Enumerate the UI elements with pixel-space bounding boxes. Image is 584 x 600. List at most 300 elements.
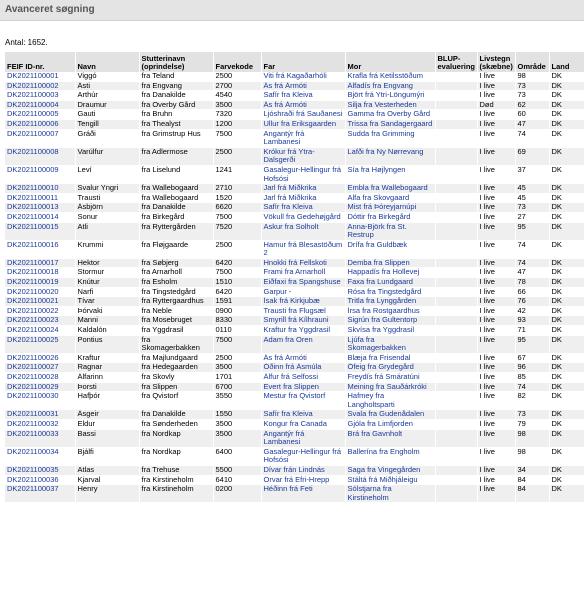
sire-link[interactable]: Safír fra Kleiva [263, 90, 313, 100]
stud-name: fra Overby Gård [141, 100, 196, 109]
country-code: DK [551, 100, 562, 109]
dam-link[interactable]: Sólstjarna fra Kirstineholm [347, 484, 392, 502]
sire-link[interactable]: Gasalegur-Hellingur frá Hofsósi [263, 165, 342, 183]
stud-name: fra Liselund [141, 165, 181, 174]
color-code: 2500 [215, 147, 233, 156]
table-cell-far [261, 485, 345, 503]
horse-id-link[interactable]: DK2021100021 [7, 296, 59, 306]
status-text: I live [479, 419, 495, 428]
horse-id-link[interactable]: DK2021100025 [7, 335, 59, 344]
status-text: I live [479, 193, 495, 202]
table-cell-live [477, 429, 515, 447]
dam-link[interactable]: Drífa fra Guldbæk [347, 240, 408, 249]
table-cell-live [477, 475, 515, 485]
horse-name: Hektor [77, 258, 100, 267]
sire-link[interactable]: Eiðfaxi fra Spangshuse [263, 277, 341, 287]
dam-link[interactable]: Anna-Björk fra St. Restrup [347, 222, 407, 240]
table-cell-stud [139, 306, 213, 316]
table-cell-stud [139, 287, 213, 297]
table-cell-color [213, 353, 261, 363]
table-cell-area [515, 72, 549, 81]
dam-link[interactable]: Álfadís fra Engvang [347, 81, 413, 90]
horse-id-link[interactable]: DK2021100008 [7, 147, 59, 156]
sire-link[interactable]: Ás frá Ármóti [263, 100, 307, 109]
table-cell-far [261, 429, 345, 447]
color-code: 6420 [215, 258, 233, 267]
table-row [5, 193, 584, 203]
table-row [5, 222, 584, 240]
table-cell-live [477, 392, 515, 410]
table-cell-id [5, 410, 75, 420]
sire-link[interactable]: Vökull fra Gedehøjgård [263, 212, 341, 221]
horse-id-link[interactable]: DK2021100036 [7, 475, 59, 484]
sire-link[interactable]: Óðinn frá Ásmúla [263, 362, 322, 372]
sire-link[interactable]: Angantýr frá Lambanesi [263, 129, 305, 147]
area-code: 42 [517, 306, 526, 315]
table-row [5, 81, 584, 91]
table-cell-color [213, 129, 261, 147]
country-code: DK [551, 119, 562, 128]
dam-link[interactable]: Embla fra Wallebogaard [347, 183, 428, 193]
table-cell-color [213, 193, 261, 203]
table-cell-name [75, 316, 139, 326]
table-cell-name [75, 184, 139, 194]
horse-id-link[interactable]: DK2021100002 [7, 81, 59, 90]
color-code: 1200 [215, 119, 233, 128]
table-cell-name [75, 326, 139, 336]
stud-name: fra Birkegård [141, 212, 185, 221]
horse-id-link[interactable]: DK2021100026 [7, 353, 59, 362]
horse-id-link[interactable]: DK2021100014 [7, 212, 59, 221]
dam-link[interactable]: Freydís frá Smáratúni [347, 372, 420, 381]
table-cell-id [5, 184, 75, 194]
dam-link[interactable]: Demba fra Slippen [347, 258, 410, 267]
table-cell-blup [435, 475, 477, 485]
sire-link[interactable]: Héðinn frá Feti [263, 484, 313, 494]
status-text: I live [479, 129, 495, 138]
table-cell-area [515, 419, 549, 429]
horse-id-link[interactable]: DK2021100003 [7, 90, 59, 100]
table-cell-id [5, 193, 75, 203]
table-cell-color [213, 212, 261, 222]
dam-link[interactable]: Trissa fra Sandagergaard [347, 119, 433, 128]
sire-link[interactable]: Safír fra Kleiva [263, 409, 313, 419]
table-cell-mor [345, 447, 435, 465]
country-code: DK [551, 447, 562, 456]
dam-link[interactable]: Sudda fra Grimming [347, 129, 415, 138]
sire-link[interactable]: Kraftur fra Yggdrasil [263, 325, 331, 335]
color-code: 3500 [215, 419, 233, 428]
table-cell-live [477, 72, 515, 81]
table-cell-name [75, 240, 139, 258]
horse-id-link[interactable]: DK2021100019 [7, 277, 59, 287]
table-row [5, 240, 584, 258]
sire-link[interactable]: Askur fra Solholt [263, 222, 319, 231]
sire-link[interactable]: Álfur frá Selfossi [263, 372, 319, 381]
dam-link[interactable]: Krafla frá Ketilsstöðum [347, 72, 423, 80]
dam-link[interactable]: Ballerína fra Engholm [347, 447, 420, 456]
horse-id-link[interactable]: DK2021100024 [7, 325, 59, 335]
horse-id-link[interactable]: DK2021100006 [7, 119, 59, 128]
table-cell-area [515, 373, 549, 383]
horse-id-link[interactable]: DK2021100005 [7, 109, 59, 119]
dam-link[interactable]: Björt frá Ytri-Löngumýri [347, 90, 425, 100]
country-code: DK [551, 202, 562, 212]
table-cell-blup [435, 297, 477, 307]
table-cell-far [261, 326, 345, 336]
table-row [5, 465, 584, 475]
table-cell-live [477, 419, 515, 429]
area-code: 74 [517, 382, 526, 391]
dam-link[interactable]: Lafði fra Ny Nørrevang [347, 147, 424, 156]
table-cell-color [213, 91, 261, 101]
status-text: I live [479, 267, 495, 277]
status-text: I live [479, 475, 495, 484]
sire-link[interactable]: Dívar frán Lindnás [263, 465, 325, 474]
horse-id-link[interactable]: DK2021100028 [7, 372, 59, 381]
horse-name: Ásbjörn [77, 202, 103, 212]
column-header-name[interactable]: Navn [75, 52, 139, 72]
table-cell-land [549, 110, 584, 120]
country-code: DK [551, 277, 562, 287]
horse-id-link[interactable]: DK2021100037 [7, 484, 59, 494]
status-text: I live [479, 147, 495, 156]
color-code: 0900 [215, 306, 233, 315]
table-row [5, 326, 584, 336]
table-cell-color [213, 297, 261, 307]
sire-link[interactable]: Mestur fra Qvistorf [263, 391, 326, 401]
table-cell-land [549, 382, 584, 392]
horse-id-link[interactable]: DK2021100001 [7, 72, 59, 80]
horse-id-link[interactable]: DK2021100023 [7, 315, 59, 325]
table-row [5, 268, 584, 278]
table-cell-stud [139, 475, 213, 485]
country-code: DK [551, 287, 562, 296]
sire-link[interactable]: Jarl frá Miðkrika [263, 183, 317, 193]
table-cell-name [75, 335, 139, 353]
column-header-stud[interactable]: Stutterinavn (oprindelse) [139, 52, 213, 72]
horse-name: Leví [77, 165, 92, 174]
country-code: DK [551, 362, 562, 372]
dam-link[interactable]: Tritla fra Lynggården [347, 296, 417, 306]
horse-id-link[interactable]: DK2021100020 [7, 287, 59, 296]
sire-link[interactable]: Kongur fra Canada [263, 419, 327, 428]
horse-id-link[interactable]: DK2021100017 [7, 258, 59, 267]
table-cell-land [549, 465, 584, 475]
stud-name: fra Danakilde [141, 202, 186, 212]
area-code: 84 [517, 475, 526, 484]
sire-link[interactable]: Trausti fra Flugsæl [263, 306, 326, 315]
horse-name: Bjálfi [77, 447, 94, 456]
column-header-sire[interactable]: Far [261, 52, 345, 72]
table-cell-id [5, 326, 75, 336]
horse-id-link[interactable]: DK2021100018 [7, 267, 59, 277]
table-cell-blup [435, 184, 477, 194]
sire-link[interactable]: Viti frá Kagaðarhóli [263, 72, 327, 80]
stud-name: fra Esholm [141, 277, 178, 287]
table-cell-live [477, 222, 515, 240]
sire-link[interactable]: Örvar frá Efri-Hrepp [263, 475, 330, 484]
column-header-country[interactable]: Land [549, 52, 584, 72]
dam-link[interactable]: Stáltá frá Miðhjáleigu [347, 475, 418, 484]
area-code: 73 [517, 90, 526, 100]
table-cell-area [515, 203, 549, 213]
table-cell-stud [139, 258, 213, 268]
stud-name: fra Neble [141, 306, 172, 315]
horse-id-link[interactable]: DK2021100022 [7, 306, 59, 315]
table-cell-live [477, 268, 515, 278]
sire-link[interactable]: Smyrill frá Kílhrauni [263, 315, 329, 325]
table-cell-mor [345, 335, 435, 353]
horse-name: Ásgeir [77, 409, 99, 419]
table-cell-far [261, 316, 345, 326]
area-code: 78 [517, 277, 526, 287]
table-cell-name [75, 193, 139, 203]
table-cell-stud [139, 335, 213, 353]
column-header-feif-id[interactable]: FEIF ID-nr. [5, 52, 75, 72]
column-header-dam[interactable]: Mor [345, 52, 435, 72]
area-code: 79 [517, 419, 526, 428]
table-cell-stud [139, 410, 213, 420]
table-cell-mor [345, 382, 435, 392]
column-header-status[interactable]: Livstegn (skæbne) [477, 52, 515, 72]
table-cell-name [75, 110, 139, 120]
color-code: 7520 [215, 222, 233, 231]
table-cell-live [477, 316, 515, 326]
table-cell-stud [139, 363, 213, 373]
table-cell-far [261, 100, 345, 110]
sire-link[interactable]: Gasalegur-Hellingur frá Hofsósi [263, 447, 342, 465]
dam-link[interactable]: Írsa fra Rostgaardhus [347, 306, 420, 315]
dam-link[interactable]: Alfa fra Skovgaard [347, 193, 410, 202]
status-text: I live [479, 409, 495, 419]
dam-link[interactable]: Gamma fra Overby Gård [347, 109, 431, 119]
table-cell-far [261, 212, 345, 222]
column-header-color-code[interactable]: Farvekode [213, 52, 261, 72]
table-cell-land [549, 72, 584, 81]
table-cell-live [477, 81, 515, 91]
table-cell-far [261, 335, 345, 353]
table-cell-color [213, 392, 261, 410]
dam-link[interactable]: Silja fra Vesterheden [347, 100, 417, 109]
horse-id-link[interactable]: DK2021100007 [7, 129, 59, 138]
table-cell-far [261, 222, 345, 240]
table-row [5, 335, 584, 353]
table-cell-mor [345, 306, 435, 316]
table-cell-color [213, 410, 261, 420]
horse-id-link[interactable]: DK2021100029 [7, 382, 59, 391]
stud-name: fra Thealyst [141, 119, 181, 128]
table-cell-color [213, 326, 261, 336]
color-code: 4540 [215, 90, 233, 100]
sire-link[interactable]: Adam fra Oren [263, 335, 313, 344]
stud-name: fra Mosebruget [141, 315, 192, 325]
stud-name: fra Tingstedgård [141, 287, 196, 296]
dam-link[interactable]: Sía fra Højlyngen [347, 165, 406, 174]
table-cell-blup [435, 110, 477, 120]
country-code: DK [551, 409, 562, 419]
dam-link[interactable]: Skvísa fra Yggdrasil [347, 325, 415, 335]
stud-name: fra Grimstrup Hus [141, 129, 201, 138]
color-code: 1520 [215, 193, 233, 202]
dam-link[interactable]: Svala fra Gudenådalen [347, 409, 425, 419]
sire-link[interactable]: Krókur frá Ytra-Dalsgerði [263, 147, 315, 165]
table-row [5, 165, 584, 183]
table-cell-color [213, 268, 261, 278]
table-cell-far [261, 91, 345, 101]
status-text: I live [479, 183, 495, 193]
sire-link[interactable]: Angantýr frá Lambanesi [263, 429, 305, 447]
table-cell-land [549, 419, 584, 429]
dam-link[interactable]: Mist frá Þóreyjarnúpi [347, 202, 417, 212]
table-cell-blup [435, 100, 477, 110]
area-code: 47 [517, 267, 526, 277]
table-cell-land [549, 475, 584, 485]
table-cell-live [477, 147, 515, 165]
results-body [5, 72, 584, 503]
area-code: 27 [517, 212, 526, 221]
dam-link[interactable]: Hafmey fra Langholtsparti [347, 391, 395, 409]
table-cell-live [477, 100, 515, 110]
column-header-blup[interactable]: BLUP-evaluering [435, 52, 477, 72]
horse-id-link[interactable]: DK2021100016 [7, 240, 59, 249]
table-cell-area [515, 363, 549, 373]
table-cell-mor [345, 184, 435, 194]
horse-id-link[interactable]: DK2021100032 [7, 419, 59, 428]
table-cell-area [515, 485, 549, 503]
horse-name: Knútur [77, 277, 100, 287]
table-cell-area [515, 268, 549, 278]
table-cell-far [261, 147, 345, 165]
table-cell-area [515, 222, 549, 240]
column-header-area[interactable]: Område [515, 52, 549, 72]
table-cell-land [549, 335, 584, 353]
horse-id-link[interactable]: DK2021100009 [7, 165, 59, 174]
horse-id-link[interactable]: DK2021100010 [7, 183, 59, 193]
sire-link[interactable]: Ullur fra Eriksgaarden [263, 119, 337, 128]
table-cell-mor [345, 203, 435, 213]
dam-link[interactable]: Sigrún fra Gultentorp [347, 315, 418, 325]
table-row [5, 203, 584, 213]
table-cell-live [477, 485, 515, 503]
table-cell-live [477, 278, 515, 288]
table-cell-land [549, 316, 584, 326]
dam-link[interactable]: Dóttir fra Birkegård [347, 212, 411, 221]
status-text: I live [479, 382, 495, 391]
table-cell-far [261, 297, 345, 307]
sire-link[interactable]: Evert fra Slippen [263, 382, 319, 391]
dam-link[interactable]: Ófeig fra Grydegård [347, 362, 414, 372]
table-row [5, 419, 584, 429]
table-cell-name [75, 297, 139, 307]
dam-link[interactable]: Brá fra Gavnholt [347, 429, 403, 438]
dam-link[interactable]: Gjóla fra Limfjorden [347, 419, 413, 428]
area-code: 45 [517, 193, 526, 202]
status-text: I live [479, 362, 495, 372]
table-cell-color [213, 316, 261, 326]
table-cell-id [5, 297, 75, 307]
sire-link[interactable]: Jarl frá Miðkrika [263, 193, 317, 202]
table-cell-blup [435, 258, 477, 268]
table-cell-land [549, 240, 584, 258]
dam-link[interactable]: Ljúfa fra Skomagerbakken [347, 335, 406, 353]
horse-id-link[interactable]: DK2021100015 [7, 222, 59, 231]
table-cell-land [549, 165, 584, 183]
horse-id-link[interactable]: DK2021100027 [7, 362, 59, 372]
table-cell-mor [345, 212, 435, 222]
sire-link[interactable]: Ás frá Ármóti [263, 81, 307, 90]
horse-id-link[interactable]: DK2021100011 [7, 193, 59, 202]
sire-link[interactable]: Ísak frá Kirkjubæ [263, 296, 320, 306]
table-cell-id [5, 316, 75, 326]
table-cell-far [261, 410, 345, 420]
horse-id-link[interactable]: DK2021100031 [7, 409, 59, 419]
dam-link[interactable]: Rósa fra Tingstedgård [347, 287, 422, 296]
sire-link[interactable]: Garpur - [263, 287, 292, 296]
table-cell-far [261, 72, 345, 81]
dam-link[interactable]: Happadís fra Hollevej [347, 267, 420, 277]
table-cell-mor [345, 485, 435, 503]
stud-name: fra Trehuse [141, 465, 180, 474]
dam-link[interactable]: Saga fra Vingegården [347, 465, 421, 474]
table-cell-blup [435, 193, 477, 203]
country-code: DK [551, 212, 562, 221]
dam-link[interactable]: Meining fra Sauðárkróki [347, 382, 427, 391]
horse-id-link[interactable]: DK2021100033 [7, 429, 59, 438]
table-cell-color [213, 110, 261, 120]
status-text: I live [479, 277, 495, 287]
horse-id-link[interactable]: DK2021100030 [7, 391, 59, 401]
area-code: 73 [517, 202, 526, 212]
horse-name: Trausti [77, 193, 101, 202]
table-cell-live [477, 335, 515, 353]
table-cell-blup [435, 278, 477, 288]
status-text: I live [479, 296, 495, 306]
table-cell-id [5, 363, 75, 373]
stud-name: fra Yggdrasil [141, 325, 184, 335]
table-cell-land [549, 410, 584, 420]
country-code: DK [551, 72, 562, 80]
sire-link[interactable]: Ljóshraði frá Sauðanesi [263, 109, 343, 119]
horse-id-link[interactable]: DK2021100004 [7, 100, 59, 109]
horse-name: Ragnar [77, 362, 103, 372]
table-cell-land [549, 91, 584, 101]
sire-link[interactable]: Ás frá Ármóti [263, 353, 307, 362]
table-cell-far [261, 465, 345, 475]
horse-name: Atlas [77, 465, 95, 474]
horse-id-link[interactable]: DK2021100034 [7, 447, 59, 456]
table-cell-name [75, 306, 139, 316]
horse-id-link[interactable]: DK2021100013 [7, 202, 59, 212]
sire-link[interactable]: Safír fra Kleiva [263, 202, 313, 212]
table-cell-land [549, 287, 584, 297]
dam-link[interactable]: Faxa fra Lundgaard [347, 277, 413, 287]
sire-link[interactable]: Hnokki frá Fellskoti [263, 258, 327, 267]
horse-id-link[interactable]: DK2021100035 [7, 465, 59, 474]
table-cell-id [5, 447, 75, 465]
table-cell-blup [435, 287, 477, 297]
table-cell-area [515, 147, 549, 165]
table-cell-far [261, 81, 345, 91]
table-cell-land [549, 353, 584, 363]
sire-link[interactable]: Frami fra Arnarholl [263, 267, 326, 277]
country-code: DK [551, 306, 562, 315]
dam-link[interactable]: Blæja fra Frisendal [347, 353, 411, 362]
country-code: DK [551, 267, 562, 277]
table-row [5, 373, 584, 383]
sire-link[interactable]: Hamur frá Blesastöðum 2 [263, 240, 343, 258]
status-text: I live [479, 447, 495, 456]
